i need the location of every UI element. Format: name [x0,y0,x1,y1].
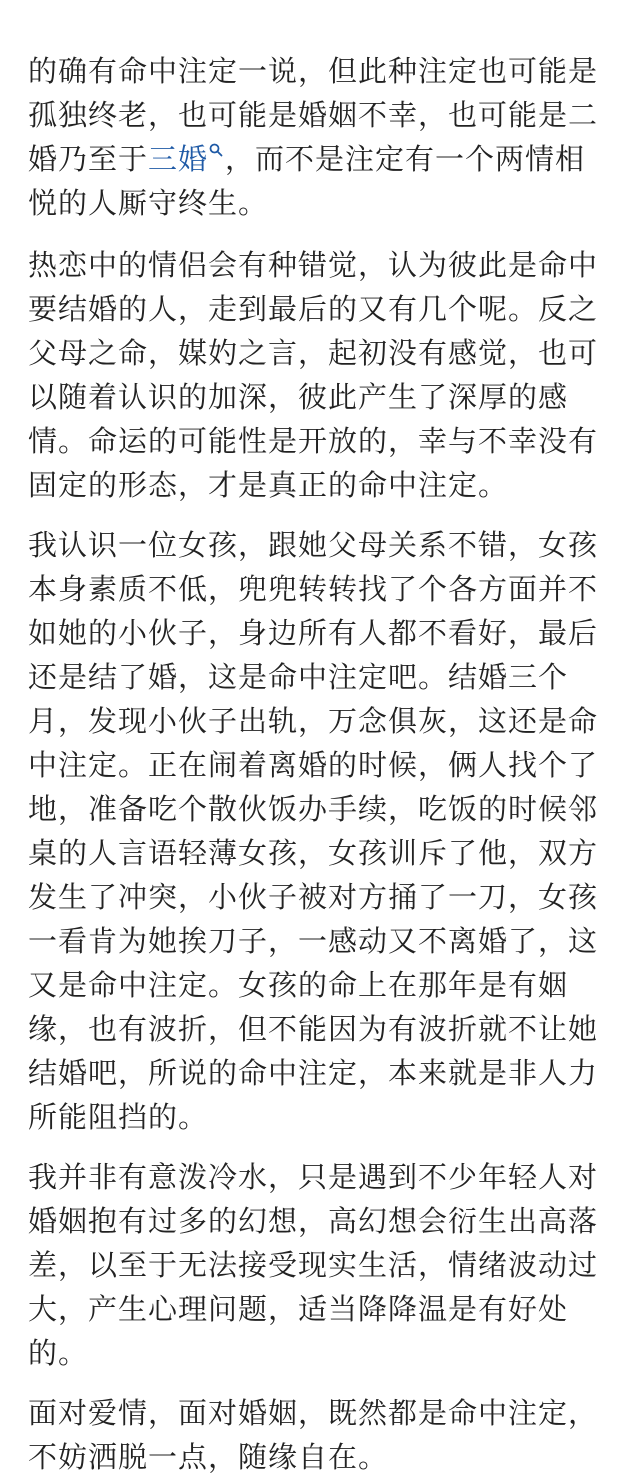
text-fragment: 婚乃至于 [28,142,149,176]
text-line: 差，以至于无法接受现实生活，情绪波动过 [28,1248,599,1282]
paragraph-gap [0,507,640,523]
paragraph-gap [0,1139,640,1155]
text-line: 所能阻挡的。 [28,1100,209,1134]
text-line: 情。命运的可能性是开放的，幸与不幸没有 [28,424,599,458]
top-spacer [0,0,640,49]
text-line: 如她的小伙子，身边所有人都不看好，最后 [28,616,599,650]
text-line: 发生了冲突，小伙子被对方捅了一刀，女孩 [28,880,599,914]
text-line: 又是命中注定。女孩的命上在那年是有姻 [28,968,569,1002]
text-line: 父母之命，媒妁之言，起初没有感觉，也可 [28,336,599,370]
text-line: 固定的形态，才是真正的命中注定。 [28,468,509,502]
text-line: 月，发现小伙子出轨，万念俱灰，这还是命 [28,704,599,738]
text-fragment: ，而不是注定有一个两情相 [225,142,586,176]
text-line: 热恋中的情侣会有种错觉，认为彼此是命中 [28,248,599,282]
text-line: 一看肯为她挨刀子，一感动又不离婚了，这 [28,924,599,958]
text-line: 婚姻抱有过多的幻想，高幻想会衍生出高落 [28,1204,599,1238]
text-line: 我并非有意泼冷水，只是遇到不少年轻人对 [28,1160,599,1194]
paragraph-2 [0,243,640,507]
text-line: 的。 [28,1336,89,1370]
paragraph-4 [0,1155,640,1375]
text-line: 面对爱情，面对婚姻，既然都是命中注定， [28,1396,599,1430]
paragraph-gap [0,1375,640,1391]
text-line: 缘，也有波折，但不能因为有波折就不让她 [28,1012,599,1046]
text-line: 要结婚的人，走到最后的又有几个呢。反之 [28,292,599,326]
search-link-sanhun[interactable]: 三婚 [148,142,209,176]
search-icon[interactable] [209,143,223,157]
text-line: 中注定。正在闹着离婚的时候，俩人找个了 [28,748,599,782]
text-line: 还是结了婚，这是命中注定吧。结婚三个 [28,660,569,694]
text-line: 我认识一位女孩，跟她父母关系不错，女孩 [28,528,599,562]
text-line: 大，产生心理问题，适当降降温是有好处 [28,1292,569,1326]
text-line: 的确有命中注定一说，但此种注定也可能是 [28,54,599,88]
text-line: 桌的人言语轻薄女孩，女孩训斥了他，双方 [28,836,599,870]
paragraph-1 [0,49,640,225]
text-line: 悦的人厮守终生。 [28,186,269,220]
paragraph-5 [0,1391,640,1479]
text-line-with-link [28,137,640,181]
paragraph-gap [0,225,640,243]
text-line: 地，准备吃个散伙饭办手续，吃饭的时候邻 [28,792,599,826]
text-line: 以随着认识的加深，彼此产生了深厚的感 [28,380,569,414]
paragraph-3 [0,523,640,1139]
text-line: 不妨洒脱一点，随缘自在。 [28,1440,389,1474]
text-line: 结婚吧，所说的命中注定，本来就是非人力 [28,1056,599,1090]
text-line: 本身素质不低，兜兜转转找了个各方面并不 [28,572,599,606]
text-line: 孤独终老，也可能是婚姻不幸，也可能是二 [28,98,599,132]
